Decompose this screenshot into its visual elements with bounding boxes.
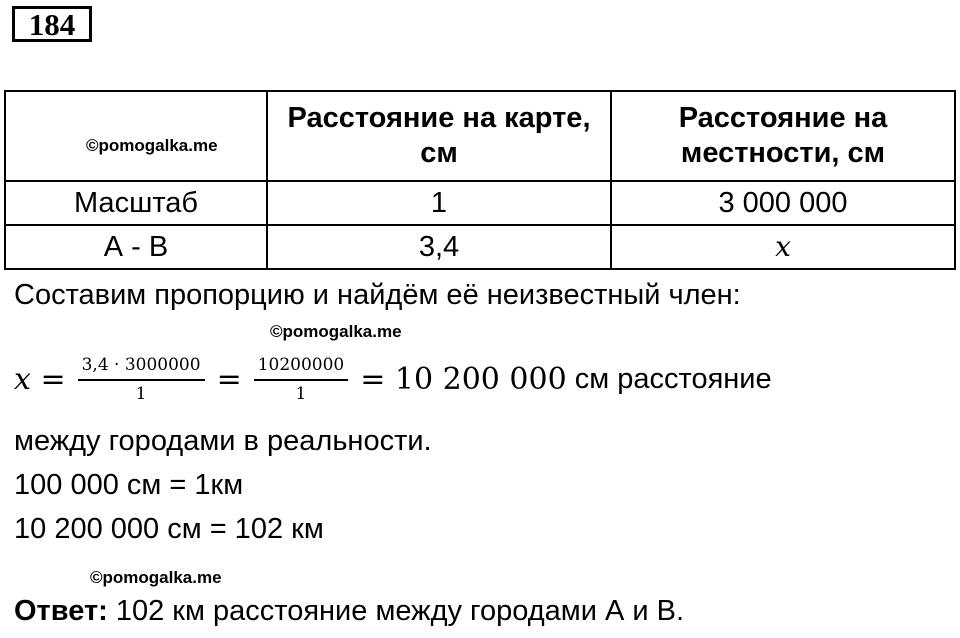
table-header-row bbox=[5, 91, 955, 181]
fraction-2 bbox=[254, 356, 349, 403]
watermark: ©pomogalka.me bbox=[90, 568, 222, 587]
solution-line-2: между городами в реальности. bbox=[14, 425, 432, 457]
map-value: 1 bbox=[267, 181, 611, 225]
row-label: Масштаб bbox=[5, 181, 267, 225]
fraction-1 bbox=[78, 356, 205, 403]
map-value: 3,4 bbox=[267, 225, 611, 269]
solution-line-4: 10 200 000 см = 102 км bbox=[14, 513, 324, 545]
watermark: ©pomogalka.me bbox=[270, 322, 402, 341]
equation-tail: см расстояние bbox=[566, 363, 772, 396]
header-ground-distance: Расстояние на местности, см bbox=[611, 91, 955, 181]
table-corner-cell bbox=[5, 91, 267, 181]
answer-label: Ответ: bbox=[14, 595, 108, 627]
equation-lhs: x = bbox=[14, 362, 66, 398]
unknown-x: x bbox=[775, 229, 791, 263]
watermark: ©pomogalka.me bbox=[86, 136, 218, 155]
equals-sign: = bbox=[216, 362, 242, 398]
fraction-2-numerator: 10200000 bbox=[254, 356, 349, 381]
header-map-distance: Расстояние на карте, см bbox=[267, 91, 611, 181]
answer-text: 102 км расстояние между городами А и В. bbox=[107, 595, 685, 627]
ground-value: 3 000 000 bbox=[611, 181, 955, 225]
equation-line bbox=[14, 356, 772, 403]
fraction-2-denominator: 1 bbox=[295, 383, 307, 404]
ground-value bbox=[611, 225, 955, 269]
problem-number: 184 bbox=[12, 6, 92, 42]
row-label: А - В bbox=[5, 225, 267, 269]
answer-line bbox=[14, 594, 684, 629]
scale-table bbox=[4, 90, 956, 270]
table-row bbox=[5, 225, 955, 269]
equation-result: = 10 200 000 bbox=[360, 362, 567, 398]
solution-intro: Составим пропорцию и найдём её неизвестный член: bbox=[14, 279, 741, 311]
fraction-1-denominator: 1 bbox=[135, 383, 147, 404]
fraction-1-numerator: 3,4 · 3000000 bbox=[78, 356, 205, 381]
solution-line-3: 100 000 см = 1км bbox=[14, 469, 244, 501]
table-row bbox=[5, 181, 955, 225]
